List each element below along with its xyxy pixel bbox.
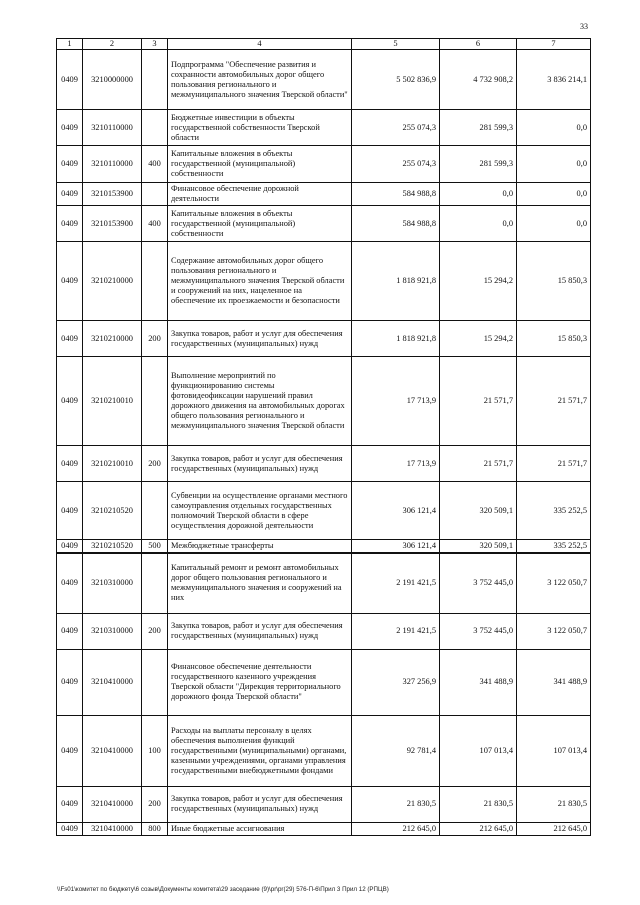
table-row xyxy=(57,206,591,242)
item-name: Капитальные вложения в объекты государственной (муниципальной) собственности xyxy=(168,146,352,183)
target-article-code: 3210210520 xyxy=(83,482,142,540)
target-article-code: 3210410000 xyxy=(83,715,142,786)
amount-year2: 320 509,1 xyxy=(440,540,517,554)
expense-type-code: 200 xyxy=(142,613,168,649)
target-article-code: 3210110000 xyxy=(83,110,142,146)
expense-type-code: 800 xyxy=(142,822,168,835)
table-row xyxy=(57,357,591,446)
target-article-code: 3210110000 xyxy=(83,146,142,183)
target-article-code: 3210410000 xyxy=(83,649,142,715)
budget-table xyxy=(56,38,591,836)
amount-year1: 2 191 421,5 xyxy=(352,613,440,649)
amount-year2: 320 509,1 xyxy=(440,482,517,540)
item-name: Закупка товаров, работ и услуг для обеспечения государственных (муниципальных) нужд xyxy=(168,321,352,357)
amount-year3: 335 252,5 xyxy=(517,540,591,554)
target-article-code: 3210210000 xyxy=(83,321,142,357)
amount-year2: 212 645,0 xyxy=(440,822,517,835)
item-name: Бюджетные инвестиции в объекты государственной собственности Тверской области xyxy=(168,110,352,146)
target-article-code: 3210210010 xyxy=(83,357,142,446)
amount-year2: 21 571,7 xyxy=(440,446,517,482)
item-name: Иные бюджетные ассигнования xyxy=(168,822,352,835)
item-name: Выполнение мероприятий по функционированию системы фотовидеофиксации нарушений правил дорожного движения на автомобильных дорогах общего пользования регионального и межмуниципального значения Тверской области xyxy=(168,357,352,446)
amount-year3: 15 850,3 xyxy=(517,321,591,357)
amount-year3: 21 571,7 xyxy=(517,446,591,482)
amount-year3: 212 645,0 xyxy=(517,822,591,835)
col-header: 6 xyxy=(440,39,517,50)
amount-year1: 1 818 921,8 xyxy=(352,321,440,357)
item-name: Финансовое обеспечение деятельности государственного казенного учреждения Тверской области "Дирекция территориального дорожного фонда Тверской области" xyxy=(168,649,352,715)
section-code: 0409 xyxy=(57,146,83,183)
item-name: Субвенции на осуществление органами местного самоуправления отдельных государственных полномочий Тверской области в сфере осуществления дорожной деятельности xyxy=(168,482,352,540)
amount-year1: 212 645,0 xyxy=(352,822,440,835)
amount-year1: 584 988,8 xyxy=(352,183,440,206)
amount-year1: 2 191 421,5 xyxy=(352,553,440,613)
section-code: 0409 xyxy=(57,613,83,649)
item-name: Закупка товаров, работ и услуг для обеспечения государственных (муниципальных) нужд xyxy=(168,446,352,482)
amount-year3: 0,0 xyxy=(517,110,591,146)
col-header: 5 xyxy=(352,39,440,50)
amount-year1: 5 502 836,9 xyxy=(352,50,440,110)
amount-year3: 3 122 050,7 xyxy=(517,613,591,649)
amount-year3: 0,0 xyxy=(517,146,591,183)
expense-type-code xyxy=(142,242,168,321)
item-name: Капитальные вложения в объекты государственной (муниципальной) собственности xyxy=(168,206,352,242)
target-article-code: 3210310000 xyxy=(83,553,142,613)
amount-year1: 17 713,9 xyxy=(352,446,440,482)
col-header: 3 xyxy=(142,39,168,50)
amount-year3: 0,0 xyxy=(517,183,591,206)
target-article-code: 3210410000 xyxy=(83,786,142,822)
item-name: Межбюджетные трансферты xyxy=(168,540,352,554)
amount-year3: 3 836 214,1 xyxy=(517,50,591,110)
col-header: 4 xyxy=(168,39,352,50)
table-row xyxy=(57,146,591,183)
table-row xyxy=(57,715,591,786)
amount-year2: 4 732 908,2 xyxy=(440,50,517,110)
table-row xyxy=(57,183,591,206)
item-name: Капитальный ремонт и ремонт автомобильных дорог общего пользования регионального и межмуниципального значения и сооружений на них xyxy=(168,553,352,613)
amount-year2: 341 488,9 xyxy=(440,649,517,715)
section-code: 0409 xyxy=(57,822,83,835)
col-header: 2 xyxy=(83,39,142,50)
amount-year2: 15 294,2 xyxy=(440,242,517,321)
table-row xyxy=(57,649,591,715)
target-article-code: 3210153900 xyxy=(83,206,142,242)
section-code: 0409 xyxy=(57,446,83,482)
expense-type-code xyxy=(142,50,168,110)
table-row xyxy=(57,446,591,482)
amount-year1: 255 074,3 xyxy=(352,110,440,146)
amount-year2: 107 013,4 xyxy=(440,715,517,786)
file-path-footer: \\Fs01\комитет по бюджету\6 созыв\Документы комитета\29 заседание (9)\pr\pr(29) 576-П-6\Прил 3 Прил 12 (РПЦВ) xyxy=(57,886,389,893)
section-code: 0409 xyxy=(57,553,83,613)
amount-year2: 0,0 xyxy=(440,206,517,242)
expense-type-code: 100 xyxy=(142,715,168,786)
item-name: Финансовое обеспечение дорожной деятельности xyxy=(168,183,352,206)
section-code: 0409 xyxy=(57,321,83,357)
expense-type-code xyxy=(142,553,168,613)
amount-year1: 1 818 921,8 xyxy=(352,242,440,321)
table-row xyxy=(57,482,591,540)
item-name: Подпрограмма "Обеспечение развития и сохранности автомобильных дорог общего пользования регионального и межмуниципального значения Тверской области" xyxy=(168,50,352,110)
table-row xyxy=(57,613,591,649)
header-row xyxy=(57,39,591,50)
amount-year3: 3 122 050,7 xyxy=(517,553,591,613)
table-row xyxy=(57,786,591,822)
amount-year1: 584 988,8 xyxy=(352,206,440,242)
amount-year1: 327 256,9 xyxy=(352,649,440,715)
section-code: 0409 xyxy=(57,482,83,540)
target-article-code: 3210310000 xyxy=(83,613,142,649)
section-code: 0409 xyxy=(57,715,83,786)
section-code: 0409 xyxy=(57,183,83,206)
table-row xyxy=(57,553,591,613)
section-code: 0409 xyxy=(57,786,83,822)
amount-year1: 306 121,4 xyxy=(352,482,440,540)
amount-year3: 0,0 xyxy=(517,206,591,242)
table-row xyxy=(57,242,591,321)
target-article-code: 3210210520 xyxy=(83,540,142,554)
expense-type-code: 500 xyxy=(142,540,168,554)
item-name: Расходы на выплаты персоналу в целях обеспечения выполнения функций государственными (муниципальными) органами, казенными учреждениями, органами управления государственными внебюджетными фондами xyxy=(168,715,352,786)
table-row xyxy=(57,321,591,357)
amount-year1: 21 830,5 xyxy=(352,786,440,822)
item-name: Закупка товаров, работ и услуг для обеспечения государственных (муниципальных) нужд xyxy=(168,613,352,649)
expense-type-code xyxy=(142,357,168,446)
col-header: 7 xyxy=(517,39,591,50)
amount-year2: 21 830,5 xyxy=(440,786,517,822)
expense-type-code: 200 xyxy=(142,321,168,357)
expense-type-code: 200 xyxy=(142,786,168,822)
amount-year3: 21 830,5 xyxy=(517,786,591,822)
amount-year1: 255 074,3 xyxy=(352,146,440,183)
amount-year2: 15 294,2 xyxy=(440,321,517,357)
table-row xyxy=(57,110,591,146)
expense-type-code: 400 xyxy=(142,206,168,242)
table-row xyxy=(57,822,591,835)
section-code: 0409 xyxy=(57,649,83,715)
expense-type-code xyxy=(142,482,168,540)
amount-year2: 281 599,3 xyxy=(440,110,517,146)
amount-year3: 21 571,7 xyxy=(517,357,591,446)
amount-year2: 21 571,7 xyxy=(440,357,517,446)
section-code: 0409 xyxy=(57,110,83,146)
section-code: 0409 xyxy=(57,540,83,554)
item-name: Закупка товаров, работ и услуг для обеспечения государственных (муниципальных) нужд xyxy=(168,786,352,822)
amount-year2: 3 752 445,0 xyxy=(440,613,517,649)
expense-type-code xyxy=(142,110,168,146)
amount-year3: 15 850,3 xyxy=(517,242,591,321)
section-code: 0409 xyxy=(57,206,83,242)
expense-type-code xyxy=(142,649,168,715)
target-article-code: 3210000000 xyxy=(83,50,142,110)
amount-year2: 3 752 445,0 xyxy=(440,553,517,613)
expense-type-code xyxy=(142,183,168,206)
target-article-code: 3210153900 xyxy=(83,183,142,206)
amount-year3: 341 488,9 xyxy=(517,649,591,715)
amount-year1: 17 713,9 xyxy=(352,357,440,446)
amount-year3: 107 013,4 xyxy=(517,715,591,786)
target-article-code: 3210210010 xyxy=(83,446,142,482)
amount-year2: 0,0 xyxy=(440,183,517,206)
page-number: 33 xyxy=(580,22,588,31)
amount-year1: 306 121,4 xyxy=(352,540,440,554)
target-article-code: 3210210000 xyxy=(83,242,142,321)
target-article-code: 3210410000 xyxy=(83,822,142,835)
table-row xyxy=(57,540,591,554)
col-header: 1 xyxy=(57,39,83,50)
section-code: 0409 xyxy=(57,357,83,446)
item-name: Содержание автомобильных дорог общего пользования регионального и межмуниципального значения Тверской области и сооружений на них, нацеленное на обеспечение их проезжаемости и безопасности xyxy=(168,242,352,321)
section-code: 0409 xyxy=(57,242,83,321)
amount-year2: 281 599,3 xyxy=(440,146,517,183)
table-row xyxy=(57,50,591,110)
section-code: 0409 xyxy=(57,50,83,110)
expense-type-code: 400 xyxy=(142,146,168,183)
expense-type-code: 200 xyxy=(142,446,168,482)
amount-year1: 92 781,4 xyxy=(352,715,440,786)
amount-year3: 335 252,5 xyxy=(517,482,591,540)
